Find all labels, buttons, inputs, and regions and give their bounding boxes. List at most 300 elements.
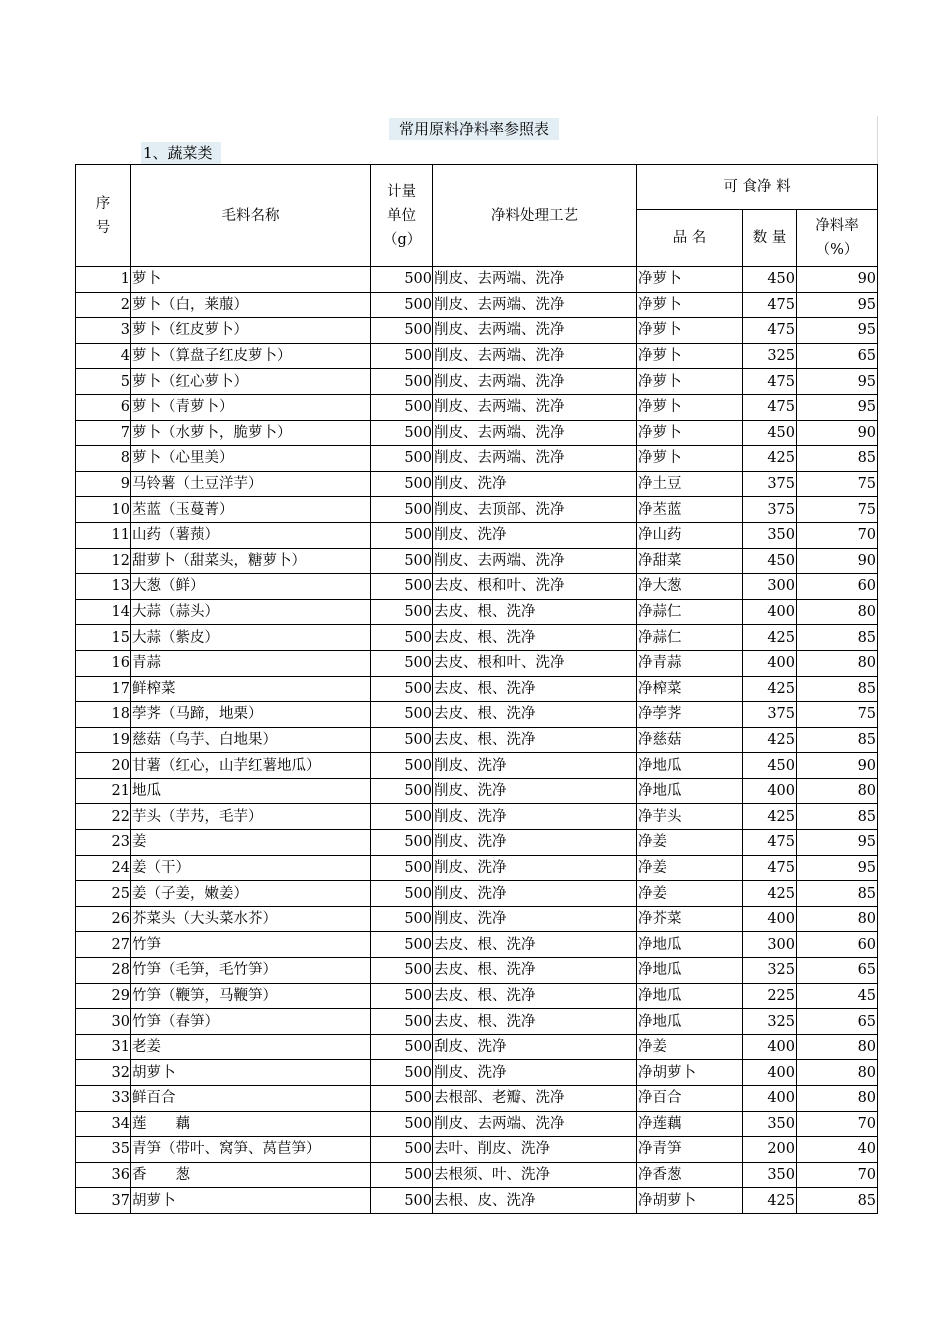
product-name: 净地瓜 xyxy=(637,753,743,779)
unit-value: 500 xyxy=(371,625,433,651)
net-rate-value: 65 xyxy=(797,958,878,984)
product-name: 净姜 xyxy=(637,881,743,907)
unit-value: 500 xyxy=(371,1137,433,1163)
table-row xyxy=(76,1034,878,1060)
net-rate-value: 75 xyxy=(797,471,878,497)
product-name: 净荸荠 xyxy=(637,702,743,728)
raw-material-name: 胡萝卜 xyxy=(131,1188,371,1214)
row-number: 7 xyxy=(76,420,131,446)
row-number: 21 xyxy=(76,778,131,804)
raw-material-name: 慈菇（乌芋、白地果） xyxy=(131,727,371,753)
process-method: 削皮、洗净 xyxy=(433,753,637,779)
row-number: 25 xyxy=(76,881,131,907)
table-row xyxy=(76,1162,878,1188)
unit-value: 500 xyxy=(371,1188,433,1214)
unit-value: 500 xyxy=(371,906,433,932)
table-row xyxy=(76,625,878,651)
raw-material-name: 萝卜（算盘子红皮萝卜） xyxy=(131,343,371,369)
process-method: 削皮、洗净 xyxy=(433,1060,637,1086)
table-row xyxy=(76,650,878,676)
unit-value: 500 xyxy=(371,1162,433,1188)
process-method: 削皮、去两端、洗净 xyxy=(433,394,637,420)
row-number: 13 xyxy=(76,574,131,600)
quantity-value: 450 xyxy=(743,753,797,779)
raw-material-name: 竹笋 xyxy=(131,932,371,958)
process-method: 削皮、去两端、洗净 xyxy=(433,343,637,369)
unit-value: 500 xyxy=(371,394,433,420)
quantity-value: 450 xyxy=(743,267,797,293)
unit-value: 500 xyxy=(371,522,433,548)
table-row xyxy=(76,932,878,958)
process-method: 削皮、去两端、洗净 xyxy=(433,267,637,293)
row-number: 2 xyxy=(76,292,131,318)
raw-material-name: 萝卜（心里美） xyxy=(131,446,371,472)
net-rate-value: 80 xyxy=(797,1060,878,1086)
unit-value: 500 xyxy=(371,318,433,344)
row-number: 4 xyxy=(76,343,131,369)
quantity-value: 225 xyxy=(743,983,797,1009)
net-rate-value: 80 xyxy=(797,1086,878,1112)
table-row xyxy=(76,855,878,881)
table-row xyxy=(76,599,878,625)
process-method: 去皮、根、洗净 xyxy=(433,932,637,958)
row-number: 20 xyxy=(76,753,131,779)
table-row xyxy=(76,420,878,446)
unit-value: 500 xyxy=(371,267,433,293)
quantity-value: 400 xyxy=(743,599,797,625)
row-number: 5 xyxy=(76,369,131,395)
product-name: 净萝卜 xyxy=(637,267,743,293)
raw-material-name: 山药（薯蓣） xyxy=(131,522,371,548)
net-rate-value: 90 xyxy=(797,420,878,446)
table-row xyxy=(76,471,878,497)
quantity-value: 375 xyxy=(743,702,797,728)
process-method: 削皮、洗净 xyxy=(433,855,637,881)
raw-material-name: 竹笋（鞭笋，马鞭笋） xyxy=(131,983,371,1009)
quantity-value: 400 xyxy=(743,1034,797,1060)
process-method: 去皮、根、洗净 xyxy=(433,702,637,728)
product-name: 净青笋 xyxy=(637,1137,743,1163)
quantity-value: 475 xyxy=(743,318,797,344)
row-number: 22 xyxy=(76,804,131,830)
raw-material-name: 大葱（鲜） xyxy=(131,574,371,600)
table-row xyxy=(76,1086,878,1112)
unit-value: 500 xyxy=(371,778,433,804)
product-name: 净萝卜 xyxy=(637,343,743,369)
product-name: 净香葱 xyxy=(637,1162,743,1188)
unit-value: 500 xyxy=(371,574,433,600)
quantity-value: 475 xyxy=(743,369,797,395)
table-row xyxy=(76,1111,878,1137)
product-name: 净地瓜 xyxy=(637,983,743,1009)
net-rate-value: 80 xyxy=(797,778,878,804)
row-number: 29 xyxy=(76,983,131,1009)
raw-material-name: 青笋（带叶、窝笋、莴苣笋） xyxy=(131,1137,371,1163)
process-method: 去皮、根、洗净 xyxy=(433,983,637,1009)
quantity-value: 325 xyxy=(743,1009,797,1035)
product-name: 净萝卜 xyxy=(637,394,743,420)
net-rate-value: 95 xyxy=(797,394,878,420)
product-name: 净萝卜 xyxy=(637,292,743,318)
quantity-value: 350 xyxy=(743,1111,797,1137)
net-rate-value: 70 xyxy=(797,522,878,548)
raw-material-name: 大蒜（蒜头） xyxy=(131,599,371,625)
unit-value: 500 xyxy=(371,727,433,753)
row-number: 26 xyxy=(76,906,131,932)
process-method: 削皮、洗净 xyxy=(433,778,637,804)
table-row xyxy=(76,497,878,523)
table-row xyxy=(76,343,878,369)
raw-material-name: 甘薯（红心，山芋红薯地瓜） xyxy=(131,753,371,779)
raw-material-name: 老姜 xyxy=(131,1034,371,1060)
raw-material-name: 胡萝卜 xyxy=(131,1060,371,1086)
header-unit: 计量单位（g） xyxy=(371,165,433,267)
net-rate-value: 70 xyxy=(797,1162,878,1188)
process-method: 削皮、去两端、洗净 xyxy=(433,292,637,318)
unit-value: 500 xyxy=(371,983,433,1009)
process-method: 去皮、根、洗净 xyxy=(433,625,637,651)
table-row xyxy=(76,318,878,344)
product-name: 净姜 xyxy=(637,1034,743,1060)
row-number: 16 xyxy=(76,650,131,676)
raw-material-name: 甜萝卜（甜菜头，糖萝卜） xyxy=(131,548,371,574)
unit-value: 500 xyxy=(371,932,433,958)
quantity-value: 400 xyxy=(743,650,797,676)
product-name: 净胡萝卜 xyxy=(637,1188,743,1214)
net-rate-value: 60 xyxy=(797,574,878,600)
process-method: 去皮、根、洗净 xyxy=(433,599,637,625)
product-name: 净芋头 xyxy=(637,804,743,830)
page-title: 常用原料净料率参照表 xyxy=(389,118,559,140)
unit-value: 500 xyxy=(371,1086,433,1112)
row-number: 14 xyxy=(76,599,131,625)
product-name: 净大葱 xyxy=(637,574,743,600)
quantity-value: 450 xyxy=(743,420,797,446)
quantity-value: 425 xyxy=(743,804,797,830)
row-number: 23 xyxy=(76,830,131,856)
unit-value: 500 xyxy=(371,1009,433,1035)
net-rate-value: 85 xyxy=(797,625,878,651)
product-name: 净榨菜 xyxy=(637,676,743,702)
product-name: 净地瓜 xyxy=(637,1009,743,1035)
quantity-value: 475 xyxy=(743,830,797,856)
table-row xyxy=(76,1188,878,1214)
row-number: 31 xyxy=(76,1034,131,1060)
table-row xyxy=(76,702,878,728)
table-row xyxy=(76,1137,878,1163)
row-number: 15 xyxy=(76,625,131,651)
product-name: 净蒜仁 xyxy=(637,625,743,651)
unit-value: 500 xyxy=(371,446,433,472)
raw-material-name: 青蒜 xyxy=(131,650,371,676)
raw-material-name: 芋头（芋艿，毛芋） xyxy=(131,804,371,830)
product-name: 净山药 xyxy=(637,522,743,548)
unit-value: 500 xyxy=(371,497,433,523)
net-rate-value: 75 xyxy=(797,702,878,728)
table-row xyxy=(76,548,878,574)
quantity-value: 450 xyxy=(743,548,797,574)
process-method: 去皮、根和叶、洗净 xyxy=(433,574,637,600)
row-number: 32 xyxy=(76,1060,131,1086)
process-method: 削皮、洗净 xyxy=(433,881,637,907)
net-rate-value: 85 xyxy=(797,1188,878,1214)
gridline-divider xyxy=(877,116,878,164)
raw-material-name: 萝卜（青萝卜） xyxy=(131,394,371,420)
product-name: 净萝卜 xyxy=(637,420,743,446)
product-name: 净莲藕 xyxy=(637,1111,743,1137)
raw-material-name: 鲜榨菜 xyxy=(131,676,371,702)
table-row xyxy=(76,778,878,804)
process-method: 去皮、根、洗净 xyxy=(433,1009,637,1035)
quantity-value: 400 xyxy=(743,1060,797,1086)
table-row xyxy=(76,958,878,984)
table-row xyxy=(76,1009,878,1035)
raw-material-name: 萝卜（红心萝卜） xyxy=(131,369,371,395)
process-method: 削皮、洗净 xyxy=(433,906,637,932)
quantity-value: 400 xyxy=(743,906,797,932)
row-number: 6 xyxy=(76,394,131,420)
header-edible: 可 食净 料 xyxy=(637,165,878,210)
unit-value: 500 xyxy=(371,369,433,395)
unit-value: 500 xyxy=(371,650,433,676)
raw-material-name: 大蒜（紫皮） xyxy=(131,625,371,651)
process-method: 去根须、叶、洗净 xyxy=(433,1162,637,1188)
raw-material-name: 萝卜 xyxy=(131,267,371,293)
product-name: 净胡萝卜 xyxy=(637,1060,743,1086)
quantity-value: 300 xyxy=(743,574,797,600)
row-number: 12 xyxy=(76,548,131,574)
header-raw-name: 毛料名称 xyxy=(131,165,371,267)
row-number: 36 xyxy=(76,1162,131,1188)
unit-value: 500 xyxy=(371,1060,433,1086)
raw-material-name: 地瓜 xyxy=(131,778,371,804)
raw-material-name: 马铃薯（土豆洋芋） xyxy=(131,471,371,497)
header-process: 净料处理工艺 xyxy=(433,165,637,267)
net-rate-value: 90 xyxy=(797,548,878,574)
process-method: 削皮、洗净 xyxy=(433,804,637,830)
raw-material-name: 姜 xyxy=(131,830,371,856)
row-number: 30 xyxy=(76,1009,131,1035)
unit-value: 500 xyxy=(371,343,433,369)
raw-material-name: 苤蓝（玉蔓菁） xyxy=(131,497,371,523)
net-rate-value: 95 xyxy=(797,292,878,318)
quantity-value: 425 xyxy=(743,727,797,753)
quantity-value: 200 xyxy=(743,1137,797,1163)
raw-material-name: 竹笋（毛笋，毛竹笋） xyxy=(131,958,371,984)
table-row xyxy=(76,1060,878,1086)
process-method: 削皮、去两端、洗净 xyxy=(433,1111,637,1137)
row-number: 18 xyxy=(76,702,131,728)
net-rate-value: 80 xyxy=(797,650,878,676)
unit-value: 500 xyxy=(371,753,433,779)
product-name: 净萝卜 xyxy=(637,446,743,472)
product-name: 净百合 xyxy=(637,1086,743,1112)
quantity-value: 425 xyxy=(743,676,797,702)
product-name: 净甜菜 xyxy=(637,548,743,574)
quantity-value: 325 xyxy=(743,958,797,984)
table-row xyxy=(76,830,878,856)
row-number: 34 xyxy=(76,1111,131,1137)
net-rate-value: 40 xyxy=(797,1137,878,1163)
unit-value: 500 xyxy=(371,881,433,907)
table-row xyxy=(76,753,878,779)
table-row xyxy=(76,574,878,600)
row-number: 24 xyxy=(76,855,131,881)
table-row xyxy=(76,267,878,293)
row-number: 17 xyxy=(76,676,131,702)
quantity-value: 425 xyxy=(743,446,797,472)
quantity-value: 425 xyxy=(743,881,797,907)
product-name: 净慈菇 xyxy=(637,727,743,753)
unit-value: 500 xyxy=(371,1111,433,1137)
process-method: 削皮、去顶部、洗净 xyxy=(433,497,637,523)
process-method: 去皮、根和叶、洗净 xyxy=(433,650,637,676)
quantity-value: 300 xyxy=(743,932,797,958)
row-number: 10 xyxy=(76,497,131,523)
unit-value: 500 xyxy=(371,471,433,497)
raw-material-name: 竹笋（春笋） xyxy=(131,1009,371,1035)
net-rate-value: 95 xyxy=(797,855,878,881)
raw-material-name: 香 葱 xyxy=(131,1162,371,1188)
net-rate-value: 80 xyxy=(797,1034,878,1060)
row-number: 27 xyxy=(76,932,131,958)
raw-material-name: 姜（干） xyxy=(131,855,371,881)
quantity-value: 425 xyxy=(743,625,797,651)
table-row xyxy=(76,394,878,420)
process-method: 削皮、去两端、洗净 xyxy=(433,446,637,472)
product-name: 净地瓜 xyxy=(637,932,743,958)
unit-value: 500 xyxy=(371,676,433,702)
unit-value: 500 xyxy=(371,855,433,881)
raw-material-name: 芥菜头（大头菜水芥） xyxy=(131,906,371,932)
net-rate-value: 75 xyxy=(797,497,878,523)
quantity-value: 350 xyxy=(743,522,797,548)
net-rate-value: 80 xyxy=(797,906,878,932)
table-row xyxy=(76,983,878,1009)
product-name: 净蒜仁 xyxy=(637,599,743,625)
quantity-value: 400 xyxy=(743,1086,797,1112)
net-rate-value: 85 xyxy=(797,881,878,907)
header-quantity: 数 量 xyxy=(743,210,797,267)
unit-value: 500 xyxy=(371,958,433,984)
net-rate-value: 70 xyxy=(797,1111,878,1137)
header-rate: 净料率（%） xyxy=(797,210,878,267)
section-title: 1、蔬菜类 xyxy=(141,142,221,164)
raw-material-name: 荸荠（马蹄，地栗） xyxy=(131,702,371,728)
table-row xyxy=(76,881,878,907)
process-method: 去根部、老瓣、洗净 xyxy=(433,1086,637,1112)
unit-value: 500 xyxy=(371,548,433,574)
process-method: 削皮、洗净 xyxy=(433,830,637,856)
net-rate-value: 45 xyxy=(797,983,878,1009)
table-row xyxy=(76,906,878,932)
product-name: 净青蒜 xyxy=(637,650,743,676)
quantity-value: 475 xyxy=(743,855,797,881)
product-name: 净土豆 xyxy=(637,471,743,497)
product-name: 净地瓜 xyxy=(637,778,743,804)
net-rate-value: 85 xyxy=(797,676,878,702)
table-row xyxy=(76,676,878,702)
row-number: 35 xyxy=(76,1137,131,1163)
product-name: 净地瓜 xyxy=(637,958,743,984)
quantity-value: 475 xyxy=(743,292,797,318)
row-number: 11 xyxy=(76,522,131,548)
unit-value: 500 xyxy=(371,702,433,728)
quantity-value: 325 xyxy=(743,343,797,369)
net-rate-value: 85 xyxy=(797,446,878,472)
raw-material-name: 萝卜（水萝卜，脆萝卜） xyxy=(131,420,371,446)
table-row xyxy=(76,446,878,472)
net-rate-value: 85 xyxy=(797,804,878,830)
raw-material-name: 萝卜（红皮萝卜） xyxy=(131,318,371,344)
quantity-value: 375 xyxy=(743,471,797,497)
quantity-value: 425 xyxy=(743,1188,797,1214)
table-row xyxy=(76,522,878,548)
process-method: 削皮、去两端、洗净 xyxy=(433,420,637,446)
net-rate-value: 80 xyxy=(797,599,878,625)
process-method: 去皮、根、洗净 xyxy=(433,727,637,753)
net-rate-table xyxy=(75,164,878,1214)
net-rate-value: 95 xyxy=(797,369,878,395)
row-number: 19 xyxy=(76,727,131,753)
quantity-value: 375 xyxy=(743,497,797,523)
table-row xyxy=(76,369,878,395)
net-rate-value: 85 xyxy=(797,727,878,753)
quantity-value: 400 xyxy=(743,778,797,804)
process-method: 去皮、根、洗净 xyxy=(433,676,637,702)
raw-material-name: 莲 藕 xyxy=(131,1111,371,1137)
unit-value: 500 xyxy=(371,804,433,830)
process-method: 削皮、去两端、洗净 xyxy=(433,318,637,344)
row-number: 3 xyxy=(76,318,131,344)
table-row xyxy=(76,727,878,753)
unit-value: 500 xyxy=(371,830,433,856)
net-rate-value: 65 xyxy=(797,343,878,369)
process-method: 削皮、去两端、洗净 xyxy=(433,548,637,574)
process-method: 去根、皮、洗净 xyxy=(433,1188,637,1214)
process-method: 削皮、洗净 xyxy=(433,471,637,497)
net-rate-value: 65 xyxy=(797,1009,878,1035)
process-method: 刮皮、洗净 xyxy=(433,1034,637,1060)
table-row xyxy=(76,804,878,830)
raw-material-name: 姜（子姜，嫩姜） xyxy=(131,881,371,907)
quantity-value: 350 xyxy=(743,1162,797,1188)
row-number: 37 xyxy=(76,1188,131,1214)
row-number: 1 xyxy=(76,267,131,293)
unit-value: 500 xyxy=(371,292,433,318)
net-rate-value: 90 xyxy=(797,753,878,779)
row-number: 28 xyxy=(76,958,131,984)
row-number: 8 xyxy=(76,446,131,472)
table-row xyxy=(76,292,878,318)
process-method: 削皮、洗净 xyxy=(433,522,637,548)
product-name: 净苤蓝 xyxy=(637,497,743,523)
quantity-value: 475 xyxy=(743,394,797,420)
process-method: 去叶、削皮、洗净 xyxy=(433,1137,637,1163)
net-rate-value: 90 xyxy=(797,267,878,293)
product-name: 净萝卜 xyxy=(637,318,743,344)
process-method: 去皮、根、洗净 xyxy=(433,958,637,984)
row-number: 9 xyxy=(76,471,131,497)
header-no: 序号 xyxy=(76,165,131,267)
product-name: 净芥菜 xyxy=(637,906,743,932)
unit-value: 500 xyxy=(371,599,433,625)
header-product-name: 品 名 xyxy=(637,210,743,267)
net-rate-value: 60 xyxy=(797,932,878,958)
product-name: 净萝卜 xyxy=(637,369,743,395)
unit-value: 500 xyxy=(371,1034,433,1060)
raw-material-name: 鲜百合 xyxy=(131,1086,371,1112)
